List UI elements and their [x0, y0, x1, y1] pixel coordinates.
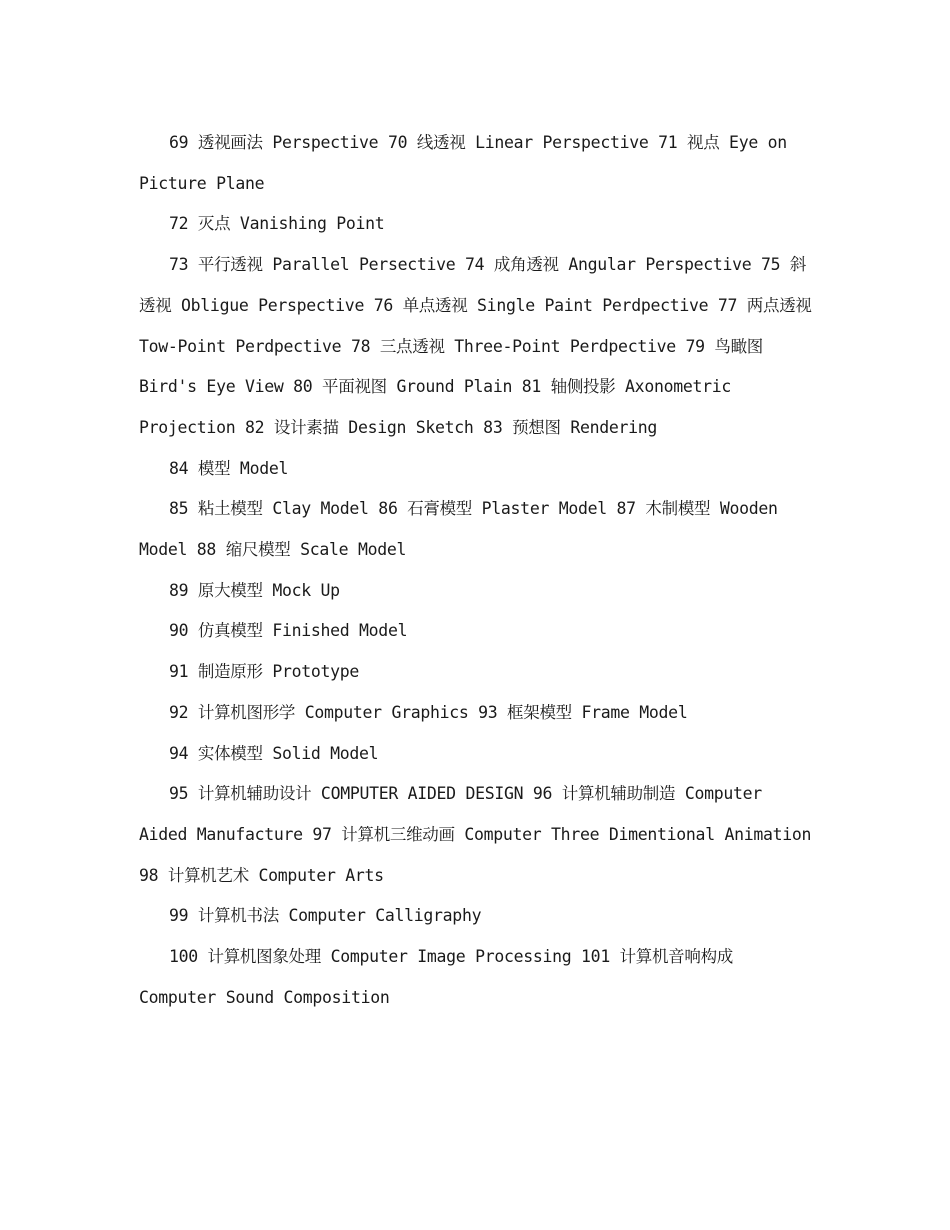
- paragraph-84: 84 模型 Model: [169, 458, 289, 478]
- paragraph-91: 91 制造原形 Prototype: [169, 662, 360, 682]
- paragraph-85-88: 85 粘土模型 Clay Model 86 石膏模型 Plaster Model 87 木制模型 Wooden Model 88 缩尺模型 Scale Model: [139, 499, 788, 560]
- paragraph-90: 90 仿真模型 Finished Model: [169, 621, 408, 641]
- paragraph-95-98: 95 计算机辅助设计 COMPUTER AIDED DESIGN 96 计算机辅助制造 Computer Aided Manufacture 97 计算机三维动画 Computer Three Dimentional Animation 98 计算机艺术 Computer Arts: [139, 784, 821, 885]
- paragraph-73-83: 73 平行透视 Parallel Persective 74 成角透视 Angular Perspective 75 斜透视 Obligue Perspective 76 单点透视 Single Paint Perdpective 77 两点透视 Tow-Point Perdpective 78 三点透视 Three-Point Perdpective 79 鸟瞰图 Bird's Eye View 80 平面视图 Ground Plain 81 轴侧投影 Axonometric Projection 82 设计素描 Design Sketch 83 预想图 Rendering: [139, 255, 822, 437]
- paragraph-92-93: 92 计算机图形学 Computer Graphics 93 框架模型 Frame Model: [169, 702, 688, 722]
- document-body: [139, 123, 822, 1018]
- paragraph-94: 94 实体模型 Solid Model: [169, 743, 379, 763]
- paragraph-99: 99 计算机书法 Computer Calligraphy: [169, 906, 482, 926]
- paragraph-89: 89 原大模型 Mock Up: [169, 580, 340, 600]
- paragraph-69-71: 69 透视画法 Perspective 70 线透视 Linear Perspective 71 视点 Eye on Picture Plane: [139, 133, 797, 193]
- paragraph-72: 72 灭点 Vanishing Point: [169, 214, 385, 234]
- paragraph-100-101: 100 计算机图象处理 Computer Image Processing 101 计算机音响构成 Computer Sound Composition: [139, 947, 743, 1007]
